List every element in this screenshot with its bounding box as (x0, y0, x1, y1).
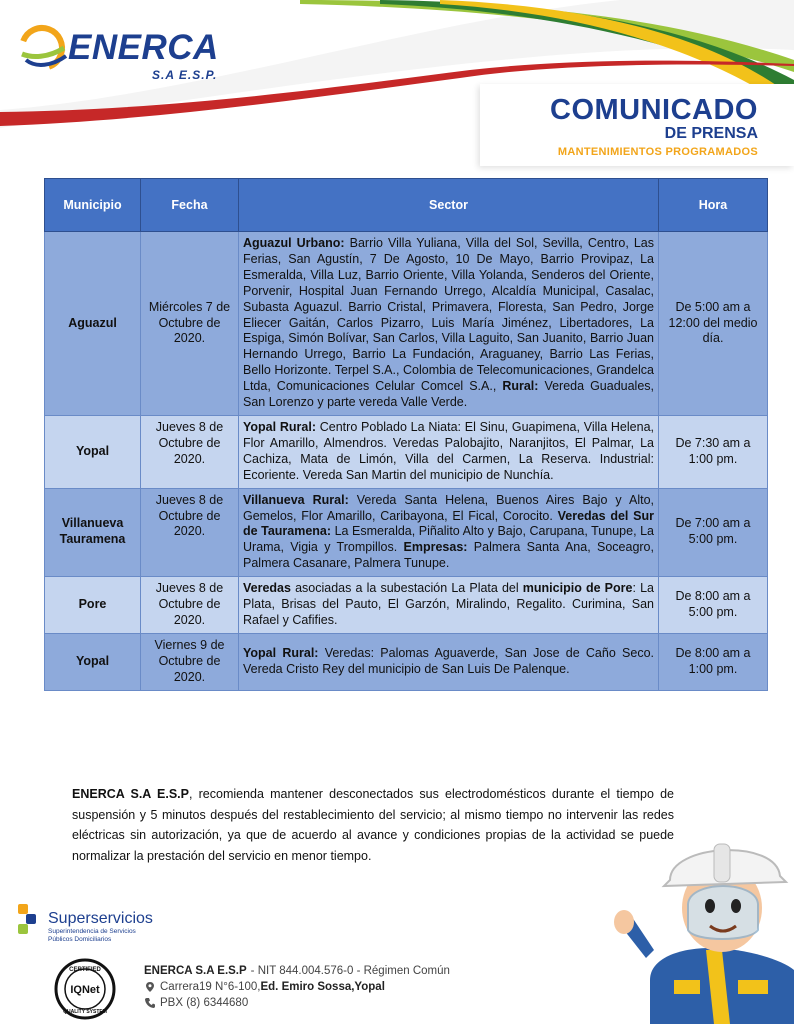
table-row (45, 633, 768, 690)
cert-bottom-text: QUALITY SYSTEM (63, 1009, 107, 1015)
recommendation-notice (72, 784, 674, 866)
table-row (45, 488, 768, 577)
cell-sector (239, 577, 659, 634)
sector-text: La Esmeralda, Piñalito Alto y Bajo, Carupana, Tunupe, La Urama, Vigia y Trompillos. (243, 524, 654, 555)
cell-sector (239, 232, 659, 416)
sector-text: Centro Poblado La Niata: El Sinu, Guapimena, Villa Helena, Flor Amarillo, Almendros. Veredas Palobajito, Naranjitos, El Palmar, La Cachiza, Mata de Limón, Villa del Carmen, La Reserva. Industrial: Ecoriente. Vereda San Martin del municipio de Nunchía. (243, 419, 654, 482)
header-fecha: Fecha (141, 179, 239, 232)
footer-address-line (144, 979, 450, 995)
location-pin-icon (144, 981, 156, 993)
sector-text: Vereda Santa Helena, Buenos Aires Bajo y Alto, Gemelos, Flor Amarillo, Caribayona, El Fical, Corocito. (243, 492, 654, 523)
cell-fecha: Viernes 9 de Octubre de 2020. (141, 633, 239, 690)
comm-title: COMUNICADO (550, 94, 758, 126)
sector-bold-label: Yopal Rural: (243, 419, 316, 434)
cell-sector (239, 488, 659, 577)
notice-company: ENERCA S.A E.S.P (72, 787, 189, 801)
comm-note: MANTENIMIENTOS PROGRAMADOS (557, 146, 758, 158)
cell-municipio: Yopal (45, 633, 141, 690)
sector-bold-label: Rural: (502, 379, 539, 394)
sector-text: Barrio Villa Yuliana, Villa del Sol, Sevilla, Centro, Las Ferias, San Agustín, 7 De Agosto, 10 De Mayo, Barrio Provipaz, La Esmeralda, Villa Luz, Barrio Oriente, Villa Yolanda, Senderos del Oriente, Porvenir, Hospital Juan Fernando Urrego, Alcaldía Municipal, Casalac, Subasta Aguazul. Barrio Cristal, Primavera, Floresta, San Pedro, Jorge Eliecer Gaitán, Carlos Pizarro, Luis María Jiménez, Libertadores, La Espiga, Simón Bolívar, San Carlos, Villa Laguito, San Juanito, Barrio Juan Hernando Urrego, Barrio La Fundación, Araguaney, Barrio Las Ferias, Bello Horizonte. Terpel S.A., Colombia de Telecomunicaciones, Grandelca Ltda, Comunicaciones Celular Comcel S.A., (243, 236, 655, 394)
sector-text: Palmera Santa Ana, Soceagro, Palmera Casanare, Palmera Tunupe. (243, 540, 654, 571)
footer-company-rest: - NIT 844.004.576-0 - Régimen Común (250, 965, 450, 977)
sector-bold-label: Villanueva Rural: (243, 492, 349, 507)
cell-sector (239, 415, 659, 488)
cell-fecha: Jueves 8 de Octubre de 2020. (141, 577, 239, 634)
cert-mid-text: IQNet (70, 984, 100, 996)
table-row (45, 232, 768, 416)
sector-text: Veredas: Palomas Aguaverde, San Jose de Caño Seco. Vereda Cristo Rey del municipio de San Luis De Palenque. (243, 645, 654, 676)
cell-municipio: Yopal (45, 415, 141, 488)
cell-hora: De 8:00 am a 1:00 pm. (659, 633, 768, 690)
footer-phone-line (144, 995, 450, 1011)
logo-suffix: S.A E.S.P. (152, 68, 218, 82)
table-row (45, 577, 768, 634)
superservicios-name: Superservicios (48, 910, 153, 927)
cert-top-text: CERTIFIED (69, 967, 101, 973)
sector-text: : La Plata, Brisas del Pauto, El Garzón, Miralindo, Regalito. Curimina, San Rafael y Cafifies. (243, 581, 654, 627)
press-release-banner (480, 84, 794, 166)
cell-hora: De 7:00 am a 5:00 pm. (659, 488, 768, 577)
footer-company: ENERCA S.A E.S.P (144, 965, 247, 977)
cell-hora: De 8:00 am a 5:00 pm. (659, 577, 768, 634)
maintenance-table (44, 178, 768, 691)
header-municipio: Municipio (45, 179, 141, 232)
sector-text: Vereda Guaduales, San Lorenzo y parte vereda Valle Verde. (243, 379, 655, 410)
sector-bold-label: Veredas del Sur de Tauramena: (243, 508, 654, 539)
footer-address: Carrera19 N°6-100, (160, 981, 261, 993)
sector-text: asociadas a la subestación La Plata del (290, 581, 523, 596)
sector-bold-label: Aguazul Urbano: (243, 236, 345, 250)
header-sector: Sector (239, 179, 659, 232)
footer-address-bold: Ed. Emiro Sossa,Yopal (260, 981, 385, 993)
sector-bold-label: Veredas (243, 581, 291, 596)
cell-fecha: Jueves 8 de Octubre de 2020. (141, 415, 239, 488)
table-row (45, 415, 768, 488)
cell-municipio: Villanueva Tauramena (45, 488, 141, 577)
footer-contact (144, 963, 450, 1011)
enerca-e-icon (14, 18, 74, 78)
cell-fecha: Miércoles 7 de Octubre de 2020. (141, 232, 239, 416)
cell-sector (239, 633, 659, 690)
worker-mascot-illustration (610, 830, 794, 1024)
sector-bold-label: Yopal Rural: (243, 645, 319, 660)
notice-text: , recomienda mantener desconectados sus electrodomésticos durante el tiempo de suspensión y 5 minutos después del restablecimiento del servicio; al mismo tiempo no intervenir las redes eléctricas sin autorización, ya que de acuerdo al avance y condiciones propias de la actividad se puede normalizar la prestación del servicio en menor tiempo. (72, 787, 674, 863)
logo-name: ENERCA (68, 28, 219, 67)
sector-bold-label: Empresas: (403, 540, 468, 555)
comm-subtitle: DE PRENSA (664, 125, 758, 142)
cell-municipio: Pore (45, 577, 141, 634)
superservicios-desc: Superintendencia de Servicios Públicos Domiciliarios (48, 928, 136, 943)
cell-fecha: Jueves 8 de Octubre de 2020. (141, 488, 239, 577)
cell-hora: De 7:30 am a 1:00 pm. (659, 415, 768, 488)
table-header-row (45, 179, 768, 232)
footer-company-line (144, 963, 450, 979)
footer-phone: PBX (8) 6344680 (160, 997, 249, 1009)
iqnet-certified-seal (54, 958, 116, 1020)
enerca-logo (14, 18, 224, 82)
phone-icon (144, 997, 156, 1009)
sector-bold-label: municipio de Pore (522, 581, 633, 596)
cell-hora: De 5:00 am a 12:00 del medio día. (659, 232, 768, 416)
header-hora: Hora (659, 179, 768, 232)
cell-municipio: Aguazul (45, 232, 141, 416)
